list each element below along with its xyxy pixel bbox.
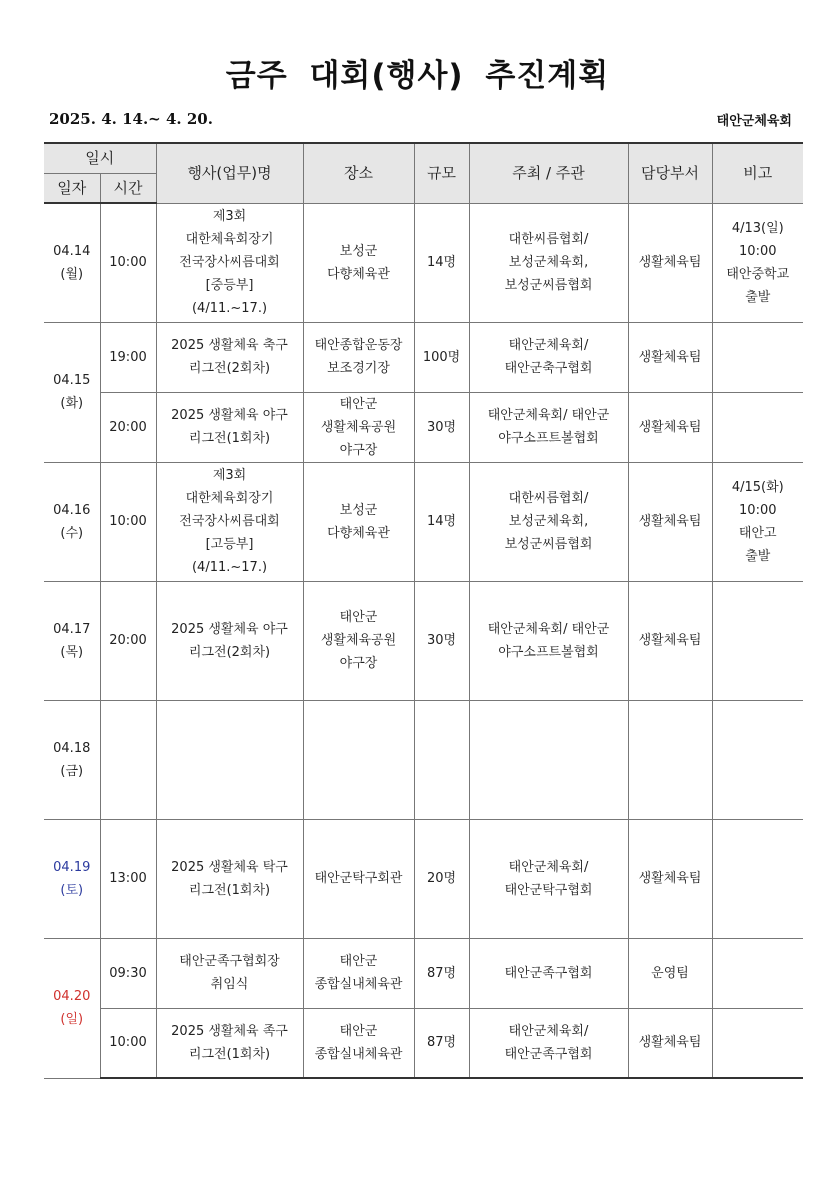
scale-cell xyxy=(414,700,469,819)
schedule-table xyxy=(44,142,803,1079)
note-line: 4/15(화) xyxy=(731,479,784,495)
note-line: 출발 xyxy=(745,289,771,305)
scale-cell: 14명 xyxy=(414,203,469,322)
time-cell: 10:00 xyxy=(100,1008,156,1078)
host-cell xyxy=(469,1008,628,1078)
place-cell xyxy=(303,700,414,819)
scale-cell: 20명 xyxy=(414,819,469,938)
day-of-week: (토) xyxy=(60,882,84,898)
note-line: 10:00 xyxy=(739,502,777,518)
place-line: 야구장 xyxy=(339,656,378,671)
time-cell: 13:00 xyxy=(100,819,156,938)
event-line: 제3회 xyxy=(212,468,247,483)
time-cell: 19:00 xyxy=(100,322,156,392)
event-cell xyxy=(156,819,303,938)
dept-cell: 생활체육팀 xyxy=(628,1008,712,1078)
host-line: 태안군탁구협회 xyxy=(504,882,593,898)
host-cell xyxy=(469,392,628,462)
event-line: 대한체육회장기 xyxy=(185,232,274,247)
organization-name: 태안군체육회 xyxy=(716,114,792,129)
host-cell xyxy=(469,938,628,1008)
day-of-week: (월) xyxy=(60,266,84,282)
note-cell xyxy=(712,322,803,392)
event-line: [중등부] xyxy=(205,278,254,293)
place-cell xyxy=(303,938,414,1008)
place-line: 태안군 xyxy=(339,610,378,625)
date-value: 04.16 xyxy=(53,502,91,518)
table-row xyxy=(44,700,803,819)
schedule-period: 2025. 4. 14.~ 4. 20. xyxy=(49,110,213,128)
header-scale: 규모 xyxy=(414,143,469,203)
host-line: 대한씨름협회/ xyxy=(508,232,589,247)
event-cell xyxy=(156,938,303,1008)
dept-cell: 생활체육팀 xyxy=(628,322,712,392)
date-value: 04.18 xyxy=(53,740,91,756)
dept-cell xyxy=(628,700,712,819)
event-cell xyxy=(156,392,303,462)
host-line: 태안군축구협회 xyxy=(504,361,593,376)
host-line: 야구소프트볼협회 xyxy=(498,644,599,660)
date-cell xyxy=(44,203,100,322)
table-row xyxy=(44,1008,803,1078)
dept-cell: 생활체육팀 xyxy=(628,581,712,700)
dept-cell: 생활체육팀 xyxy=(628,462,712,581)
table-row xyxy=(44,322,803,392)
scale-cell: 87명 xyxy=(414,1008,469,1078)
place-line: 다향체육관 xyxy=(327,525,390,541)
host-cell xyxy=(469,462,628,581)
place-line: 태안군 xyxy=(339,1023,378,1039)
event-cell xyxy=(156,700,303,819)
place-line: 야구장 xyxy=(339,442,378,458)
place-cell xyxy=(303,322,414,392)
date-value: 04.20 xyxy=(53,989,91,1004)
event-line: 2025 생활체육 족구 xyxy=(171,1023,288,1039)
host-line: 태안군체육회/ 태안군 xyxy=(487,621,610,637)
host-line: 대한씨름협회/ xyxy=(508,491,589,506)
host-line: 야구소프트볼협회 xyxy=(498,431,599,446)
event-cell xyxy=(156,1008,303,1078)
host-line: 태안군체육회/ xyxy=(508,859,589,875)
host-line: 보성군씨름협회 xyxy=(504,537,593,552)
host-cell xyxy=(469,322,628,392)
place-line: 종합실내체육관 xyxy=(314,977,403,992)
date-cell xyxy=(44,819,100,938)
event-line: 제3회 xyxy=(212,209,247,224)
event-line: 2025 생활체육 야구 xyxy=(171,621,288,637)
date-cell xyxy=(44,322,100,462)
place-cell xyxy=(303,581,414,700)
event-line: 대한체육회장기 xyxy=(185,491,274,506)
place-line: 태안군 xyxy=(339,954,378,969)
host-line: 보성군체육회, xyxy=(508,514,589,529)
event-cell xyxy=(156,203,303,322)
host-line: 태안군족구협회 xyxy=(504,965,593,981)
scale-cell: 100명 xyxy=(414,322,469,392)
date-cell xyxy=(44,938,100,1078)
header-event: 행사(업무)명 xyxy=(156,143,303,203)
place-cell xyxy=(303,203,414,322)
note-cell xyxy=(712,700,803,819)
event-cell xyxy=(156,462,303,581)
event-line: 리그전(2회차) xyxy=(188,361,271,376)
day-of-week: (금) xyxy=(60,763,84,779)
time-cell: 10:00 xyxy=(100,203,156,322)
dept-cell: 생활체육팀 xyxy=(628,203,712,322)
day-of-week: (수) xyxy=(60,525,84,541)
event-line: (4/11.~17.) xyxy=(191,301,268,316)
host-cell xyxy=(469,203,628,322)
place-line: 태안종합운동장 xyxy=(314,338,403,353)
event-line: 전국장사씨름대회 xyxy=(179,255,280,270)
place-line: 보성군 xyxy=(339,243,378,259)
dept-cell: 생활체육팀 xyxy=(628,819,712,938)
host-line: 태안군체육회/ xyxy=(508,1023,589,1039)
place-line: 보성군 xyxy=(339,502,378,518)
event-line: 리그전(2회차) xyxy=(188,644,271,660)
place-line: 다향체육관 xyxy=(327,266,390,282)
event-line: 취임식 xyxy=(210,977,249,992)
date-value: 04.17 xyxy=(53,621,91,637)
place-line: 생활체육공원 xyxy=(320,633,397,648)
date-value: 04.14 xyxy=(53,243,91,259)
scale-cell: 30명 xyxy=(414,392,469,462)
host-line: 보성군씨름협회 xyxy=(504,278,593,293)
table-row xyxy=(44,203,803,322)
table-row xyxy=(44,392,803,462)
event-line: 태안군족구협회장 xyxy=(179,954,280,969)
note-line: 4/13(일) xyxy=(731,220,784,236)
table-row xyxy=(44,581,803,700)
day-of-week: (화) xyxy=(60,396,84,411)
event-line: 2025 생활체육 야구 xyxy=(171,408,288,423)
header-note: 비고 xyxy=(712,143,803,203)
note-cell xyxy=(712,462,803,581)
event-cell xyxy=(156,581,303,700)
host-line: 보성군체육회, xyxy=(508,255,589,270)
scale-cell: 30명 xyxy=(414,581,469,700)
dept-cell: 생활체육팀 xyxy=(628,392,712,462)
page-title: 금주 대회(행사) 추진계획 xyxy=(225,58,610,94)
date-cell xyxy=(44,462,100,581)
event-line: 2025 생활체육 탁구 xyxy=(171,859,288,875)
date-cell xyxy=(44,700,100,819)
header-time: 시간 xyxy=(100,173,156,203)
event-line: 전국장사씨름대회 xyxy=(179,514,280,529)
place-line: 태안군탁구회관 xyxy=(314,871,403,886)
place-cell xyxy=(303,819,414,938)
place-line: 보조경기장 xyxy=(327,361,390,376)
time-cell: 20:00 xyxy=(100,581,156,700)
place-line: 생활체육공원 xyxy=(320,419,397,435)
day-of-week: (목) xyxy=(60,644,84,660)
event-line: [고등부] xyxy=(205,537,254,552)
note-line: 태안고 xyxy=(738,525,777,541)
note-cell xyxy=(712,203,803,322)
table-row xyxy=(44,938,803,1008)
host-line: 태안군족구협회 xyxy=(504,1046,593,1062)
day-of-week: (일) xyxy=(60,1012,84,1027)
note-line: 10:00 xyxy=(739,243,777,259)
event-line: 리그전(1회차) xyxy=(188,1046,271,1062)
host-line: 태안군체육회/ xyxy=(508,338,589,353)
time-cell: 20:00 xyxy=(100,392,156,462)
note-cell xyxy=(712,1008,803,1078)
header-dept: 담당부서 xyxy=(628,143,712,203)
host-line: 태안군체육회/ 태안군 xyxy=(487,408,610,423)
date-value: 04.19 xyxy=(53,859,91,875)
time-cell: 09:30 xyxy=(100,938,156,1008)
place-line: 종합실내체육관 xyxy=(314,1046,403,1062)
date-cell xyxy=(44,581,100,700)
note-line: 태안중학교 xyxy=(726,266,790,282)
place-cell xyxy=(303,462,414,581)
note-cell xyxy=(712,392,803,462)
date-value: 04.15 xyxy=(53,373,91,388)
event-line: 리그전(1회차) xyxy=(188,431,271,446)
place-line: 태안군 xyxy=(339,396,378,412)
note-cell xyxy=(712,581,803,700)
time-cell xyxy=(100,700,156,819)
place-cell xyxy=(303,1008,414,1078)
host-cell xyxy=(469,700,628,819)
event-line: (4/11.~17.) xyxy=(191,560,268,575)
table-row xyxy=(44,462,803,581)
header-host: 주최 / 주관 xyxy=(469,143,628,203)
host-cell xyxy=(469,581,628,700)
time-cell: 10:00 xyxy=(100,462,156,581)
header-date: 일자 xyxy=(44,173,100,203)
event-cell xyxy=(156,322,303,392)
note-line: 출발 xyxy=(745,548,771,564)
host-cell xyxy=(469,819,628,938)
header-place: 장소 xyxy=(303,143,414,203)
scale-cell: 14명 xyxy=(414,462,469,581)
table-row xyxy=(44,819,803,938)
note-cell xyxy=(712,938,803,1008)
event-line: 2025 생활체육 축구 xyxy=(171,338,288,353)
dept-cell: 운영팀 xyxy=(628,938,712,1008)
header-datetime: 일시 xyxy=(44,143,156,173)
place-cell xyxy=(303,392,414,462)
schedule-body xyxy=(44,203,803,1078)
event-line: 리그전(1회차) xyxy=(188,882,271,898)
note-cell xyxy=(712,819,803,938)
scale-cell: 87명 xyxy=(414,938,469,1008)
